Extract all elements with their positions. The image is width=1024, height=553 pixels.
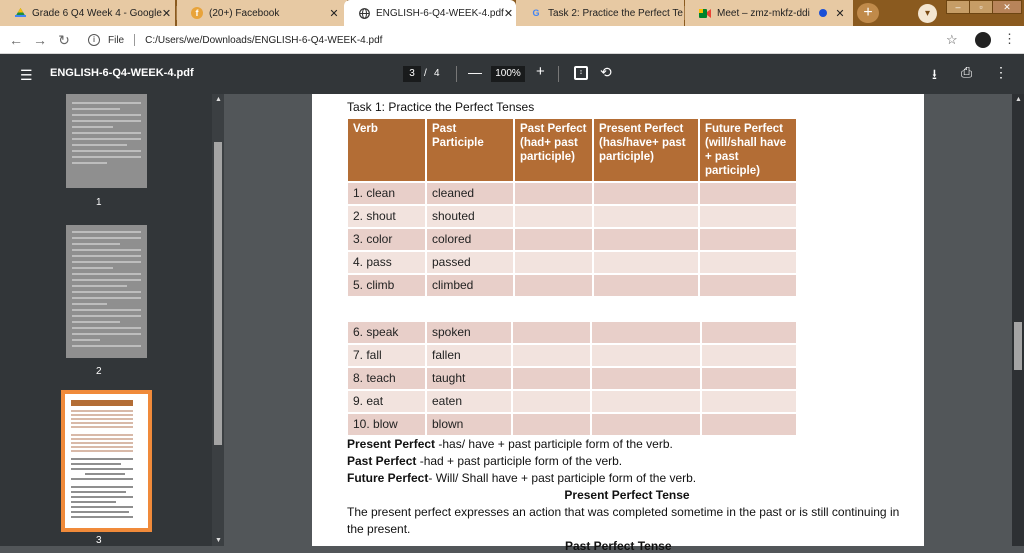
- verb-cell: 10. blow: [348, 414, 425, 435]
- definition-term: Future Perfect: [347, 471, 429, 485]
- scrollbar-thumb[interactable]: [214, 142, 222, 445]
- participle-cell: blown: [427, 414, 511, 435]
- page-total: 4: [434, 68, 440, 79]
- page-separator: /: [424, 68, 427, 79]
- verb-cell: 9. eat: [348, 391, 425, 412]
- definition-term: Present Perfect: [347, 437, 436, 451]
- info-icon[interactable]: i: [88, 34, 100, 46]
- page-thumbnail-3-selected[interactable]: [61, 390, 152, 532]
- menu-icon[interactable]: ☰: [20, 67, 33, 83]
- scrollbar-thumb[interactable]: [1014, 322, 1022, 370]
- download-icon[interactable]: ⭳: [932, 66, 937, 82]
- zoom-out-button[interactable]: —: [468, 64, 482, 80]
- column-header: Past Participle: [427, 119, 513, 181]
- definition-term: Past Perfect: [347, 454, 417, 468]
- verb-cell: 8. teach: [348, 368, 425, 389]
- table-row: [348, 252, 796, 273]
- section-paragraph: The present perfect expresses an action that was completed sometime in the past or is still continuing in the present.: [347, 505, 900, 536]
- address-bar: [0, 26, 1024, 54]
- tenses-table-b: [346, 320, 798, 437]
- definition-text: - Will/ Shall have + past participle form of the verb.: [428, 471, 697, 485]
- scroll-down-icon[interactable]: ▼: [215, 537, 222, 544]
- toolbar-divider: [558, 66, 559, 82]
- restore-icon[interactable]: ▫: [969, 0, 993, 14]
- drive-icon: [14, 7, 26, 19]
- pdf-viewport[interactable]: [224, 94, 1012, 553]
- pdf-page: [312, 94, 924, 553]
- verb-cell: 2. shout: [348, 206, 425, 227]
- empty-cell: [592, 345, 700, 366]
- empty-cell: [702, 368, 796, 389]
- fit-page-icon[interactable]: ↕: [574, 66, 588, 80]
- tab-label: ENGLISH-6-Q4-WEEK-4.pdf: [376, 7, 504, 19]
- participle-cell: taught: [427, 368, 511, 389]
- verb-cell: 5. climb: [348, 275, 425, 296]
- zoom-in-button[interactable]: +: [536, 63, 545, 80]
- scroll-up-icon[interactable]: ▲: [1015, 96, 1022, 103]
- participle-cell: passed: [427, 252, 513, 273]
- window-close-icon[interactable]: ✕: [992, 0, 1022, 14]
- print-icon[interactable]: ⎙: [961, 64, 973, 80]
- tenses-table-a: [346, 117, 798, 298]
- empty-cell: [702, 414, 796, 435]
- page-number-input[interactable]: 3: [403, 66, 421, 82]
- empty-cell: [702, 345, 796, 366]
- url-scheme: File: [108, 34, 125, 46]
- minimize-icon[interactable]: –: [946, 0, 970, 14]
- column-header: Verb: [348, 119, 425, 181]
- main-scrollbar[interactable]: [1012, 94, 1024, 546]
- empty-cell: [513, 368, 590, 389]
- url-path: C:/Users/we/Downloads/ENGLISH-6-Q4-WEEK-4.pdf: [145, 34, 383, 46]
- participle-cell: cleaned: [427, 183, 513, 204]
- empty-cell: [515, 183, 592, 204]
- empty-cell: [592, 322, 700, 343]
- table-row: [348, 275, 796, 296]
- tab-label: Task 2: Practice the Perfect Te: [548, 7, 683, 19]
- verb-cell: 6. speak: [348, 322, 425, 343]
- definition-text: -has/ have + past participle form of the verb.: [435, 437, 673, 451]
- empty-cell: [702, 322, 796, 343]
- definitions-block: [347, 436, 907, 538]
- verb-cell: 3. color: [348, 229, 425, 250]
- column-header: Past Perfect (had+ past participle): [515, 119, 592, 181]
- empty-cell: [513, 345, 590, 366]
- table-row: [348, 206, 796, 227]
- table-row: [348, 322, 796, 343]
- tab-label: Meet – zmz-mkfz-ddi: [717, 7, 810, 19]
- toolbar-divider: [456, 66, 457, 82]
- empty-cell: [700, 183, 796, 204]
- empty-cell: [700, 206, 796, 227]
- tab-pdf-active[interactable]: [344, 0, 516, 26]
- empty-cell: [515, 275, 592, 296]
- browser-menu-icon[interactable]: ⋮: [1003, 31, 1016, 46]
- tab-task2[interactable]: [516, 0, 684, 26]
- facebook-icon: f: [191, 7, 203, 19]
- empty-cell: [702, 391, 796, 412]
- tab-grade6-doc[interactable]: [0, 0, 175, 26]
- reload-icon[interactable]: ↻: [58, 32, 70, 48]
- tab-search-icon[interactable]: ▾: [918, 4, 937, 23]
- thumbnail-label: 2: [96, 366, 102, 377]
- empty-cell: [592, 391, 700, 412]
- tab-label: Grade 6 Q4 Week 4 - Google: [32, 7, 162, 19]
- thumbnail-label: 3: [96, 535, 102, 546]
- empty-cell: [700, 252, 796, 273]
- empty-cell: [594, 252, 698, 273]
- pdf-more-icon[interactable]: ⋮: [994, 64, 1008, 80]
- participle-cell: climbed: [427, 275, 513, 296]
- table-row: [348, 368, 796, 389]
- empty-cell: [515, 252, 592, 273]
- google-icon: G: [532, 8, 540, 18]
- table-row: [348, 345, 796, 366]
- close-icon[interactable]: ✕: [161, 7, 172, 20]
- empty-cell: [513, 322, 590, 343]
- tab-meet[interactable]: [685, 0, 853, 26]
- empty-cell: [513, 414, 590, 435]
- close-icon[interactable]: ✕: [329, 7, 339, 20]
- definition-line: [347, 453, 907, 470]
- column-header: Future Perfect (will/shall have + past participle): [700, 119, 796, 181]
- table-row: [348, 414, 796, 435]
- participle-cell: colored: [427, 229, 513, 250]
- tab-facebook[interactable]: [177, 0, 347, 26]
- bookmark-star-icon[interactable]: ☆: [946, 32, 958, 47]
- thumbnail-sidebar: [0, 94, 212, 546]
- meet-icon: [699, 7, 711, 19]
- empty-cell: [700, 229, 796, 250]
- empty-cell: [594, 206, 698, 227]
- empty-cell: [513, 391, 590, 412]
- participle-cell: fallen: [427, 345, 511, 366]
- empty-cell: [515, 229, 592, 250]
- definition-line: [347, 436, 907, 453]
- url-divider: [134, 34, 135, 46]
- sidebar-scrollbar[interactable]: [212, 94, 224, 546]
- task-title: Task 1: Practice the Perfect Tenses: [347, 100, 535, 114]
- rotate-icon[interactable]: ⟲: [600, 64, 612, 80]
- thumbnail-label: 1: [96, 197, 102, 208]
- forward-arrow-icon[interactable]: →: [33, 32, 47, 48]
- page-thumbnail-1[interactable]: [66, 94, 147, 188]
- empty-cell: [594, 229, 698, 250]
- zoom-level-input[interactable]: 100%: [491, 66, 525, 82]
- pdf-toolbar: [0, 54, 1024, 94]
- close-icon[interactable]: ✕: [503, 7, 514, 20]
- participle-cell: eaten: [427, 391, 511, 412]
- empty-cell: [594, 183, 698, 204]
- column-header: Present Perfect (has/have+ past participle): [594, 119, 698, 181]
- empty-cell: [700, 275, 796, 296]
- tab-strip: [0, 0, 1024, 26]
- verb-cell: 1. clean: [348, 183, 425, 204]
- table-header-row: [348, 119, 796, 181]
- table-row: [348, 183, 796, 204]
- page-thumbnail-2[interactable]: [66, 225, 147, 358]
- next-section-heading: Past Perfect Tense: [565, 539, 672, 553]
- section-heading: Present Perfect Tense: [564, 488, 690, 502]
- participle-cell: shouted: [427, 206, 513, 227]
- verb-cell: 4. pass: [348, 252, 425, 273]
- definition-line: [347, 470, 907, 487]
- empty-cell: [515, 206, 592, 227]
- table-row: [348, 391, 796, 412]
- profile-avatar[interactable]: [975, 32, 991, 48]
- scroll-up-icon[interactable]: ▲: [215, 96, 222, 103]
- empty-cell: [592, 368, 700, 389]
- globe-icon: [358, 7, 370, 19]
- tab-label: (20+) Facebook: [209, 7, 280, 19]
- url-input[interactable]: [80, 30, 974, 50]
- verb-cell: 7. fall: [348, 345, 425, 366]
- empty-cell: [592, 414, 700, 435]
- back-arrow-icon[interactable]: ←: [9, 32, 23, 48]
- participle-cell: spoken: [427, 322, 511, 343]
- new-tab-button[interactable]: +: [857, 3, 879, 23]
- definition-text: -had + past participle form of the verb.: [416, 454, 623, 468]
- pdf-title: ENGLISH-6-Q4-WEEK-4.pdf: [50, 67, 194, 79]
- close-icon[interactable]: ✕: [835, 7, 845, 20]
- table-row: [348, 229, 796, 250]
- recording-dot-icon: [819, 9, 827, 17]
- empty-cell: [594, 275, 698, 296]
